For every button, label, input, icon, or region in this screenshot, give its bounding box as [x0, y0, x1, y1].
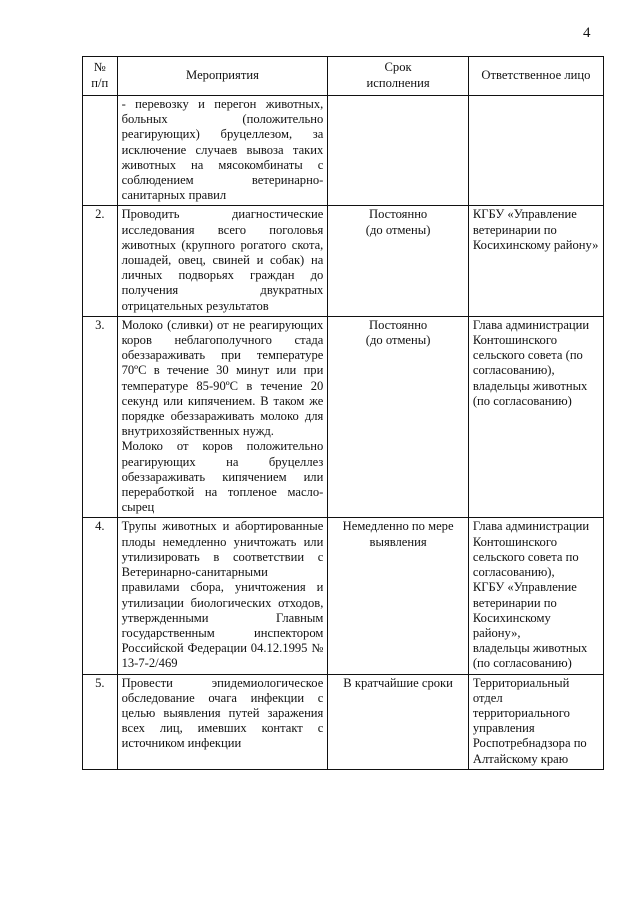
table-header-row	[83, 57, 604, 96]
header-number: № п/п	[83, 57, 118, 96]
row-action: Молоко (сливки) от не реагирующих коров неблагополучного стада обеззараживать при температуре 70ºС в течение 30 минут или при температуре 85-90ºС в течение 20 секунд или кипячением. В таком же порядке обеззараживать молоко для внутрихозяйственных нужд. Молоко от коров положительно реагирующих на бруцеллез обеззараживать кипячением или переработкой на топленое масло-сырец	[117, 316, 328, 518]
table-row	[83, 674, 604, 769]
row-action: - перевозку и перегон животных, больных (положительно реагирующих) бруцеллезом, за исключение случаев вывоза таких животных на мясокомбинаты с соблюдением ветеринарно-санитарных правил	[117, 96, 328, 206]
row-number: 2.	[83, 206, 118, 316]
row-number: 3.	[83, 316, 118, 518]
row-action: Провести эпидемиологическое обследование очага инфекции с целью выявления путей заражения всех лиц, имевших контакт с источником инфекции	[117, 674, 328, 769]
row-number	[83, 96, 118, 206]
table-row	[83, 518, 604, 674]
row-responsible: Глава администрации Контошинского сельского совета (по согласованию), владельцы животных (по согласованию)	[468, 316, 603, 518]
row-term: Немедленно по мере выявления	[328, 518, 469, 674]
row-responsible: КГБУ «Управление ветеринарии по Косихинскому району»	[468, 206, 603, 316]
row-responsible: Глава администрации Контошинского сельского совета по согласованию), КГБУ «Управление ветеринарии по Косихинскому району», владельцы животных (по согласованию)	[468, 518, 603, 674]
table-row	[83, 206, 604, 316]
row-action: Трупы животных и абортированные плоды немедленно уничтожать или утилизировать в соответствии с Ветеринарно-санитарными правилами сбора, уничтожения и утилизации биологических отходов, утвержденными Главным государственным инспектором Российской Федерации 04.12.1995 № 13-7-2/469	[117, 518, 328, 674]
header-term: Срок исполнения	[328, 57, 469, 96]
row-term: Постоянно (до отмены)	[328, 206, 469, 316]
table-row	[83, 96, 604, 206]
row-number: 4.	[83, 518, 118, 674]
row-number: 5.	[83, 674, 118, 769]
header-action: Мероприятия	[117, 57, 328, 96]
measures-table	[82, 56, 604, 770]
row-responsible: Территориальный отдел территориального управления Роспотребнадзора по Алтайскому краю	[468, 674, 603, 769]
page-number: 4	[583, 25, 591, 41]
row-responsible	[468, 96, 603, 206]
row-term: Постоянно (до отмены)	[328, 316, 469, 518]
header-responsible: Ответственное лицо	[468, 57, 603, 96]
table-row	[83, 316, 604, 518]
row-term	[328, 96, 469, 206]
row-term: В кратчайшие сроки	[328, 674, 469, 769]
row-action: Проводить диагностические исследования всего поголовья животных (крупного рогатого скота, лошадей, овец, свиней и собак) на личных подворьях граждан до получения двукратных отрицательных результатов	[117, 206, 328, 316]
